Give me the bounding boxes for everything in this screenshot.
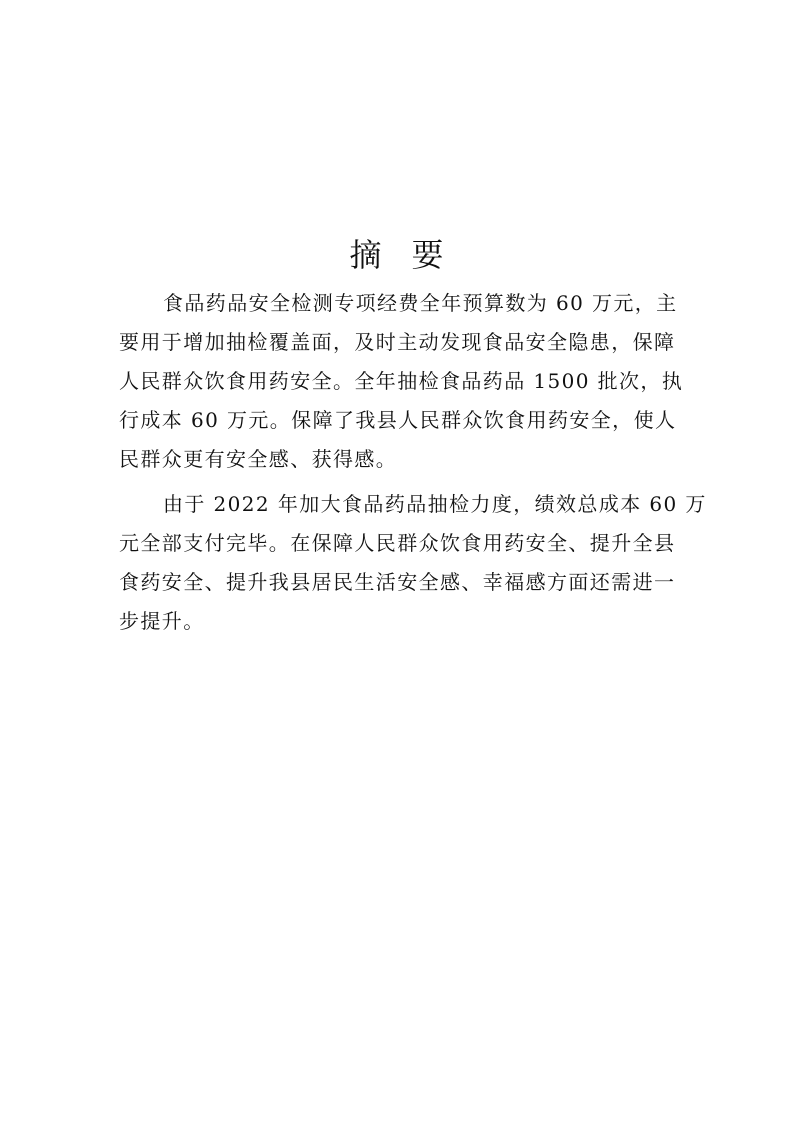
paragraph-1-line-5: 民群众更有安全感、获得感。 [119, 447, 398, 471]
paragraph-1-line-2: 要用于增加抽检覆盖面，及时主动发现食品安全隐患，保障 [119, 330, 676, 354]
paragraph-2-line-3: 食药安全、提升我县居民生活安全感、幸福感方面还需进一 [119, 570, 676, 594]
paragraph-1 [119, 284, 684, 479]
title-char-1: 摘 [349, 236, 382, 274]
paragraph-1-line-1: 食品药品安全检测专项经费全年预算数为 60 万元，主 [163, 291, 678, 315]
paragraph-1-line-3: 人民群众饮食用药安全。全年抽检食品药品 1500 批次，执 [119, 369, 684, 393]
page-title [0, 233, 793, 277]
paragraph-2-line-4: 步提升。 [119, 609, 205, 633]
paragraph-1-line-4: 行成本 60 万元。保障了我县人民群众饮食用药安全，使人 [119, 408, 677, 432]
title-char-2: 要 [411, 236, 444, 274]
abstract-body [119, 284, 707, 641]
paragraph-2-line-1: 由于 2022 年加大食品药品抽检力度，绩效总成本 60 万 [163, 492, 707, 516]
paragraph-2 [119, 485, 707, 641]
paragraph-2-line-2: 元全部支付完毕。在保障人民群众饮食用药安全、提升全县 [119, 531, 676, 555]
